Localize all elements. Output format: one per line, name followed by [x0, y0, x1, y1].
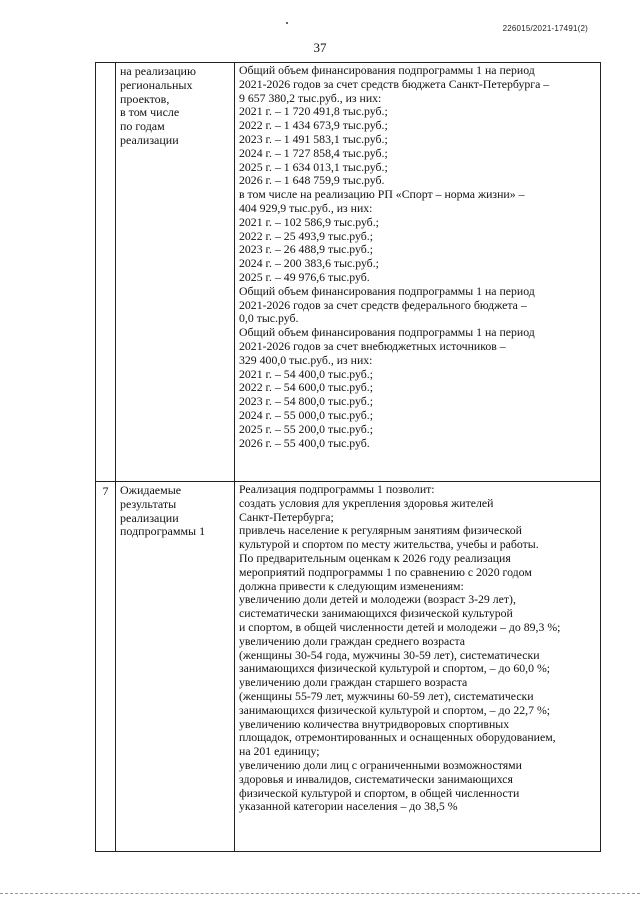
text-line: 2021-2026 годов за счет средств федерального бюджета – [239, 297, 527, 312]
text-line: и спортом, в общей численности детей и молодежи – до 89,3 %; [239, 619, 561, 634]
text-line: 2021 г. – 54 400,0 тыс.руб.; [239, 366, 374, 381]
document-code: 226015/2021-17491(2) [502, 24, 588, 33]
text-line: региональных [120, 77, 193, 92]
text-line: мероприятий подпрограммы 1 по сравнению с 2020 годом [239, 564, 532, 579]
text-line: 2022 г. – 1 434 673,9 тыс.руб.; [239, 118, 388, 133]
text-line: 2023 г. – 1 491 583,1 тыс.руб.; [239, 131, 388, 146]
text-line: привлечь население к регулярным занятиям физической [239, 523, 522, 538]
text-line: 2026 г. – 1 648 759,9 тыс.руб. [239, 173, 385, 188]
text-line: 329 400,0 тыс.руб., из них: [239, 352, 373, 367]
text-line: Реализация подпрограммы 1 позволит: [239, 482, 435, 496]
page-number: 37 [313, 40, 327, 55]
text-line: здоровья и инвалидов, систематически занимающихся [239, 771, 513, 786]
text-line: 2026 г. – 55 400,0 тыс.руб. [239, 435, 370, 450]
text-line: в том числе [120, 105, 180, 120]
text-line: физической культурой и спортом, в общей численности [239, 785, 520, 800]
text-line: 2025 г. – 49 976,6 тыс.руб. [239, 269, 370, 284]
text-line: 2022 г. – 54 600,0 тыс.руб.; [239, 380, 374, 395]
text-line: 2024 г. – 1 727 858,4 тыс.руб.; [239, 145, 388, 160]
text-line: результаты [120, 496, 177, 511]
passport-table [95, 62, 601, 852]
row-text-cell [235, 63, 601, 482]
text-line: занимающихся физической культурой и спортом, – до 60,0 %; [239, 661, 551, 676]
text-line: увеличению доли граждан старшего возраста [239, 675, 468, 690]
text-line: занимающихся физической культурой и спортом, – до 22,7 %; [239, 702, 551, 717]
text-line: По предварительным оценкам к 2026 году реализация [239, 550, 511, 565]
text-line: указанной категории населения – до 38,5 % [239, 799, 458, 814]
text-line: увеличению доли детей и молодежи (возраст 3-29 лет), [239, 592, 516, 607]
text-line: Ожидаемые [120, 483, 182, 497]
text-line: подпрограммы 1 [120, 524, 206, 539]
text-line: 2021-2026 годов за счет внебюджетных источников – [239, 338, 506, 353]
row-number-cell: 7 [96, 482, 116, 852]
text-line: реализации [120, 510, 179, 525]
text-line: реализации [120, 132, 179, 147]
text-line: (женщины 55-79 лет, мужчины 60-59 лет), систематически [239, 688, 534, 703]
text-line: Общий объем финансирования подпрограммы 1 на период [239, 63, 535, 77]
text-line: на реализацию [120, 64, 196, 78]
text-line: систематически занимающихся физической культурой [239, 606, 513, 621]
text-line: 2025 г. – 1 634 013,1 тыс.руб.; [239, 159, 388, 174]
text-line: площадок, отремонтированных и оснащенных оборудованием, [239, 730, 556, 745]
text-line: 2023 г. – 26 488,9 тыс.руб.; [239, 242, 374, 257]
text-line: проектов, [120, 91, 170, 106]
text-line: в том числе на реализацию РП «Спорт – норма жизни» – [239, 187, 525, 202]
text-line: Общий объем финансирования подпрограммы 1 на период [239, 325, 535, 340]
text-line: 2021 г. – 1 720 491,8 тыс.руб.; [239, 104, 388, 119]
text-line: 0,0 тыс.руб. [239, 311, 299, 326]
text-line: 2022 г. – 25 493,9 тыс.руб.; [239, 228, 374, 243]
table-row [96, 482, 601, 852]
text-line: 9 657 380,2 тыс.руб., из них: [239, 90, 382, 105]
row-number-cell [96, 63, 116, 482]
row-label-cell [116, 482, 235, 852]
table-row [96, 63, 601, 482]
text-line: создать условия для укрепления здоровья жителей [239, 495, 494, 510]
text-line: увеличению количества внутридворовых спортивных [239, 716, 510, 731]
scan-dot [286, 22, 288, 24]
text-line: 404 929,9 тыс.руб., из них: [239, 200, 373, 215]
text-line: 2024 г. – 200 383,6 тыс.руб.; [239, 256, 379, 271]
text-line: по годам [120, 119, 165, 134]
text-line: 2021-2026 годов за счет средств бюджета Санкт-Петербурга – [239, 76, 550, 91]
text-line: 2023 г. – 54 800,0 тыс.руб.; [239, 394, 374, 409]
text-line: должна привести к следующим изменениям: [239, 578, 464, 593]
scan-edge-line [0, 893, 640, 894]
text-line: Общий объем финансирования подпрограммы 1 на период [239, 283, 535, 298]
text-line: увеличению доли граждан среднего возраста [239, 633, 466, 648]
text-line: увеличению доли лиц с ограниченными возможностями [239, 757, 522, 772]
row-label-cell [116, 63, 235, 482]
text-line: 2025 г. – 55 200,0 тыс.руб.; [239, 421, 374, 436]
text-line: 2021 г. – 102 586,9 тыс.руб.; [239, 214, 379, 229]
text-line: (женщины 30-54 года, мужчины 30-59 лет), систематически [239, 647, 540, 662]
text-line: на 201 единицу; [239, 744, 320, 759]
row-text-cell [235, 482, 601, 852]
text-line: Санкт-Петербурга; [239, 509, 334, 524]
text-line: культурой и спортом по месту жительства, учебы и работы. [239, 537, 539, 552]
text-line: 2024 г. – 55 000,0 тыс.руб.; [239, 407, 374, 422]
